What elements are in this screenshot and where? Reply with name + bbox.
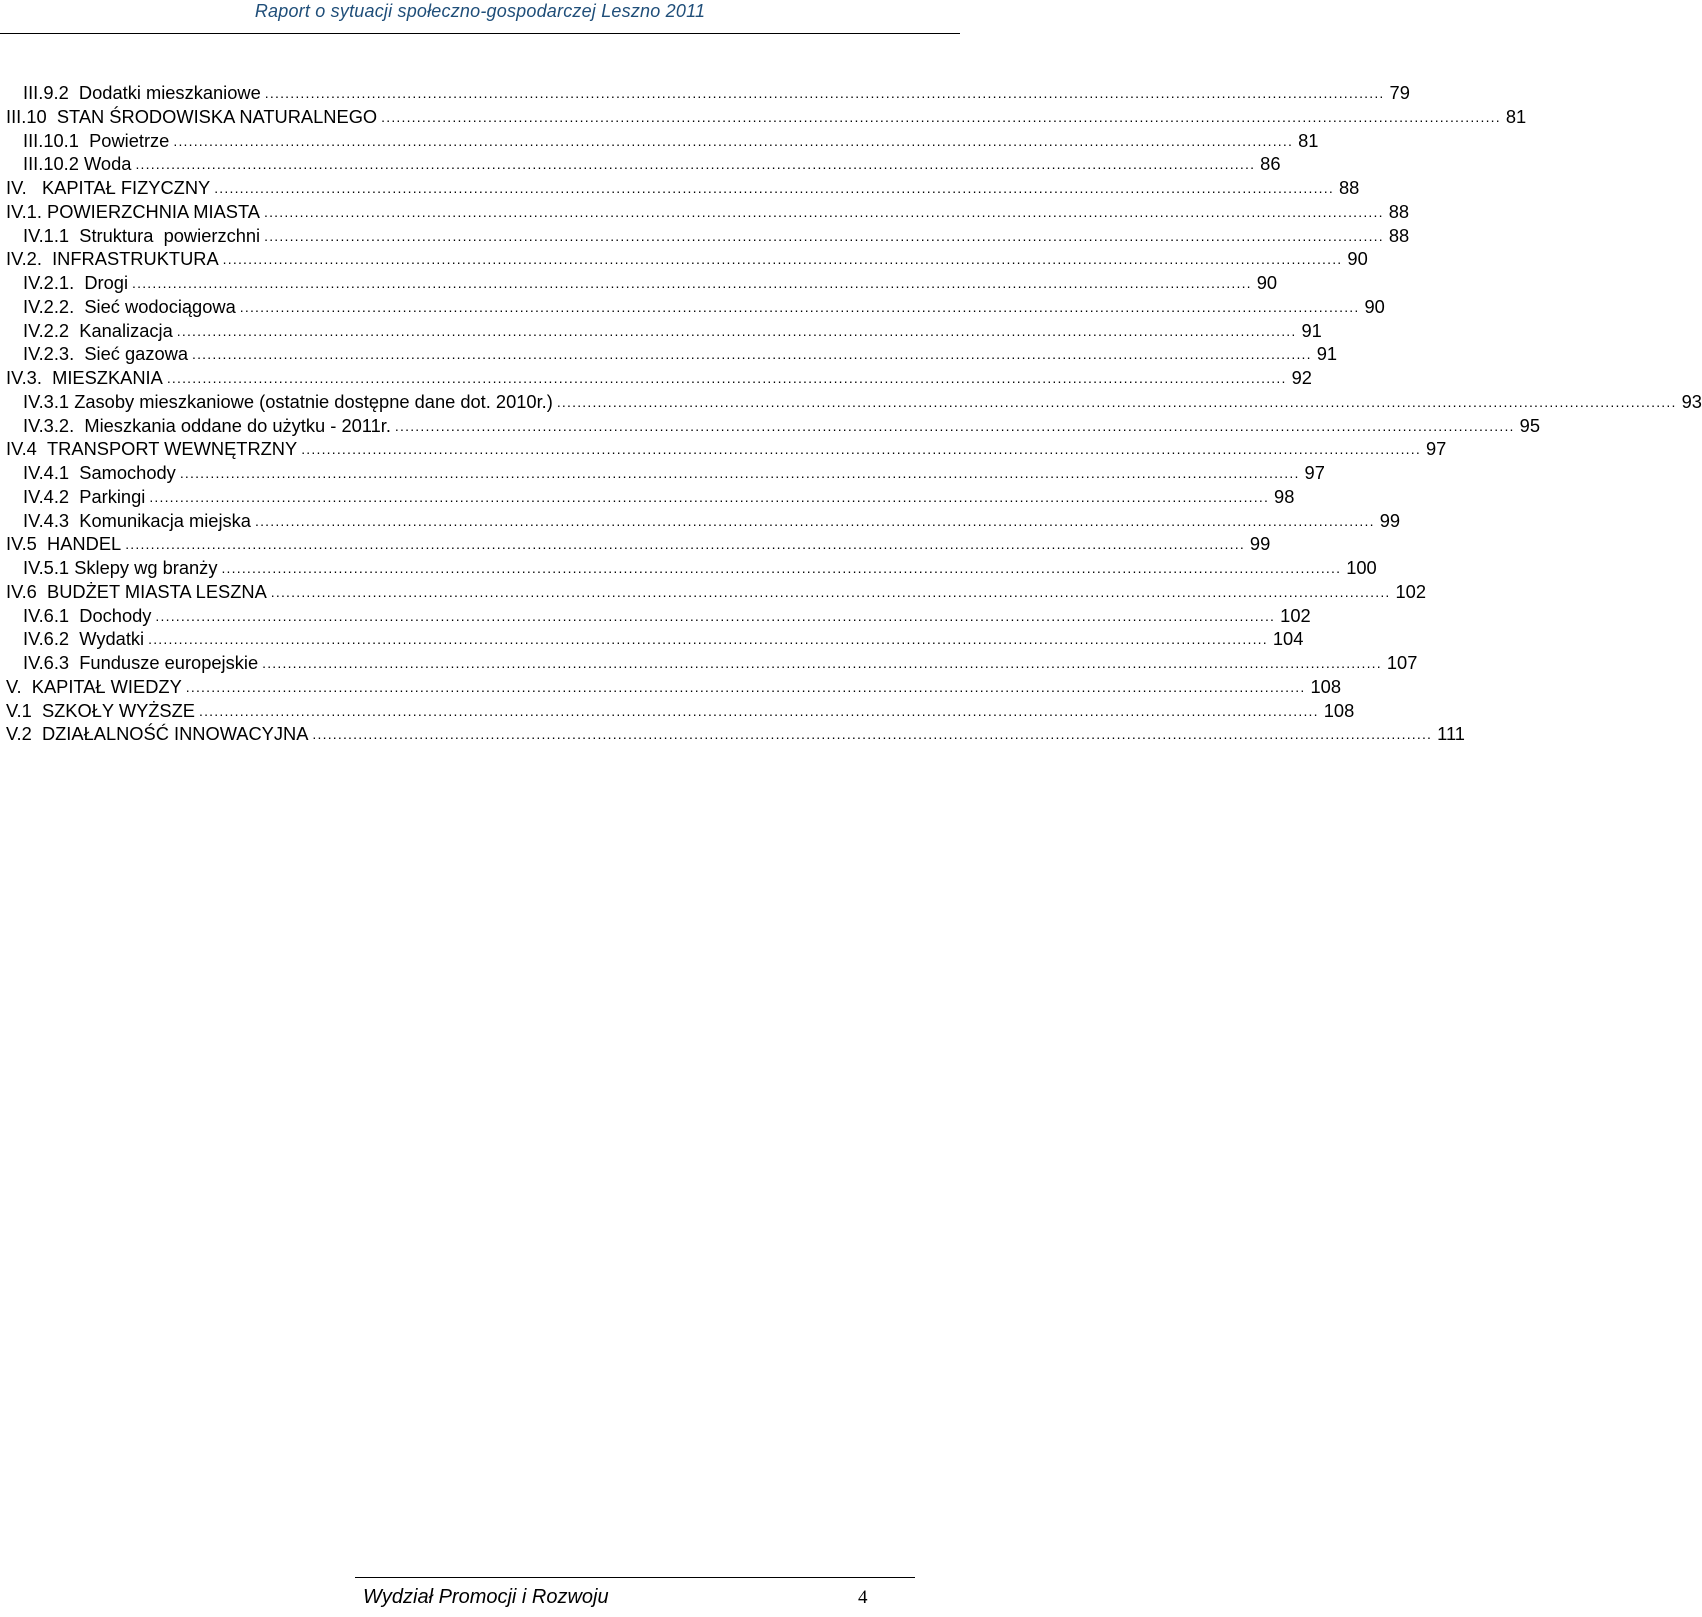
toc-entry-spacer [74,414,84,438]
toc-entry-number: IV.4 [6,438,37,460]
toc-entry[interactable] [6,414,1540,438]
toc-entry-page: 86 [1260,153,1281,175]
toc-entry-page: 90 [1364,295,1385,317]
toc-dot-leader: ............................................................................................................................................................................................................................ [149,488,1270,505]
toc-entry-number: IV.2. [6,248,42,270]
toc-entry-title: Powietrze [89,129,170,151]
toc-entry-page: 104 [1272,628,1304,650]
toc-entry-spacer [74,342,84,366]
toc-entry-spacer [22,675,32,699]
toc-entry-spacer [27,176,42,200]
toc-dot-leader: ............................................................................................................................................................................................................................ [381,108,1501,125]
toc-entry[interactable] [6,224,1410,248]
toc-dot-leader: ............................................................................................................................................................................................................................ [173,132,1294,149]
toc-entry-spacer [69,224,79,248]
toc-entry[interactable] [6,437,1447,461]
toc-entry-page: 99 [1379,509,1401,531]
toc-entry-title: Sieć wodociągowa [84,295,236,317]
toc-entry-number: IV.5 [6,533,37,555]
toc-entry-page: 97 [1425,438,1447,460]
toc-dot-leader: ............................................................................................................................................................................................................................ [132,275,1252,291]
toc-entry[interactable] [6,105,1527,129]
toc-entry-page: 79 [1389,82,1410,103]
toc-dot-leader: ............................................................................................................................................................................................................................ [221,560,1342,576]
toc-entry-title: Samochody [79,462,176,483]
toc-entry-page: 107 [1386,652,1418,673]
toc-dot-leader: ............................................................................................................................................................................................................................ [199,702,1319,719]
toc-entry-page: 97 [1304,462,1325,483]
toc-entry-number: IV.2.3. [23,343,75,365]
toc-dot-leader: ............................................................................................................................................................................................................................ [264,227,1384,244]
toc-entry-title: Kanalizacja [79,319,173,341]
toc-entry-number: III.9.2 [23,82,69,103]
toc-entry[interactable] [6,675,1342,699]
toc-dot-leader: ............................................................................................................................................................................................................................ [185,678,1306,695]
toc-entry-page: 108 [1310,675,1342,697]
toc-entry[interactable] [6,627,1304,651]
toc-entry[interactable] [6,722,1465,746]
toc-entry-title: Mieszkania oddane do użytku - 2011r. [84,414,391,436]
toc-entry-spacer [69,81,79,105]
toc-entry-spacer [32,722,42,746]
toc-entry-title: DZIAŁALNOŚĆ INNOWACYJNA [41,723,309,745]
toc-entry-title: Fundusze europejskie [79,652,259,673]
toc-entry-spacer [37,532,47,556]
toc-entry-title: KAPITAŁ WIEDZY [31,675,182,697]
toc-dot-leader: ............................................................................................................................................................................................................................ [135,156,1256,173]
toc-entry[interactable] [6,699,1355,723]
toc-entry-title: Parkingi [79,485,146,507]
toc-dot-leader: ............................................................................................................................................................................................................................ [179,465,1300,481]
toc-entry-number: IV.2.1. [23,272,75,293]
toc-entry-number: IV.3. [6,367,42,388]
toc-entry-spacer [74,295,84,319]
toc-entry-number: IV.6.2 [23,628,70,650]
toc-entry-title: Sieć gazowa [84,343,188,365]
toc-entry-page: 108 [1323,699,1355,721]
toc-entry-number: III.10.2 [23,153,79,175]
toc-entry-spacer [37,580,47,604]
footer-divider [355,1577,915,1578]
toc-entry-number: IV.4.1 [23,462,70,483]
toc-entry[interactable] [6,271,1278,295]
toc-entry-page: 92 [1291,367,1312,388]
toc-entry-spacer [32,699,42,723]
toc-entry[interactable] [6,295,1385,319]
toc-entry-title: Wydatki [79,628,145,650]
toc-entry-spacer [47,105,57,129]
toc-entry-spacer [37,437,47,461]
toc-entry[interactable] [6,390,1702,414]
toc-dot-leader: ............................................................................................................................................................................................................................ [176,322,1297,339]
toc-dot-leader: ............................................................................................................................................................................................................................ [301,441,1421,458]
toc-entry-title: Zasoby mieszkaniowe (ostatnie dostępne dane dot. 2010r.) [74,390,553,412]
toc-entry[interactable] [6,604,1311,628]
toc-dot-leader: ............................................................................................................................................................................................................................ [312,726,1433,743]
toc-entry[interactable] [6,461,1325,485]
toc-entry-page: 91 [1301,319,1322,341]
toc-dot-leader: ............................................................................................................................................................................................................................ [264,85,1385,101]
toc-entry-title: STAN ŚRODOWISKA NATURALNEGO [56,105,378,127]
toc-entry-title: Komunikacja miejska [79,509,251,531]
toc-entry-title: HANDEL [47,533,122,555]
toc-entry-number: III.10 [6,105,47,127]
toc-entry[interactable] [6,532,1271,556]
toc-entry[interactable] [6,152,1281,176]
toc-entry-spacer [69,651,79,675]
page-footer [355,1577,915,1617]
toc-entry-spacer [42,366,52,390]
toc-dot-leader: ............................................................................................................................................................................................................................ [394,417,1515,434]
toc-entry-page: 111 [1437,723,1465,745]
toc-entry[interactable] [6,651,1418,675]
toc-entry-title: SZKOŁY WYŻSZE [41,699,195,721]
toc-entry-page: 93 [1681,390,1702,412]
toc-entry-number: V. [6,675,22,697]
toc-entry-title: TRANSPORT WEWNĘTRZNY [47,438,298,460]
footer-department: Wydział Promocji i Rozwoju [363,1586,609,1608]
toc-entry-number: IV. [6,177,27,198]
toc-entry-title: MIESZKANIA [52,367,163,388]
toc-entry-title: Dodatki mieszkaniowe [78,82,261,103]
table-of-contents [6,81,1702,746]
toc-entry[interactable] [6,176,1360,200]
toc-entry[interactable] [6,247,1368,271]
toc-entry-page: 102 [1280,604,1311,626]
toc-dot-leader: ............................................................................................................................................................................................................................ [222,251,1343,268]
toc-entry-number: V.1 [6,699,32,721]
toc-entry[interactable] [6,556,1377,580]
toc-entry-title: POWIERZCHNIA MIASTA [47,200,260,222]
toc-entry[interactable] [6,580,1427,604]
toc-dot-leader: ............................................................................................................................................................................................................................ [148,631,1268,648]
toc-entry-page: 88 [1338,177,1360,198]
toc-entry-spacer [79,129,89,153]
toc-dot-leader: ............................................................................................................................................................................................................................ [155,607,1276,624]
toc-entry-page: 99 [1249,533,1271,555]
toc-entry-page: 91 [1316,343,1338,365]
toc-entry-number: III.10.1 [23,129,79,151]
toc-entry-page: 88 [1388,224,1410,246]
toc-entry-title: INFRASTRUKTURA [52,248,219,270]
toc-entry-number: IV.3.1 [23,390,70,412]
toc-entry-spacer [69,319,79,343]
toc-entry-title: Dochody [79,604,152,626]
toc-entry-page: 102 [1395,580,1427,602]
toc-dot-leader: ............................................................................................................................................................................................................................ [262,655,1382,671]
toc-dot-leader: ............................................................................................................................................................................................................................ [239,298,1360,315]
toc-entry[interactable] [6,342,1338,366]
toc-entry-title: Drogi [84,272,129,293]
toc-entry-number: IV.4.3 [23,509,70,531]
header-divider [0,33,960,34]
toc-entry-spacer [74,271,84,295]
toc-entry-page: 81 [1298,129,1319,151]
toc-entry-page: 88 [1388,200,1410,222]
toc-entry-spacer [69,485,79,509]
toc-entry-spacer [69,509,79,533]
toc-entry-number: IV.1. [6,200,42,222]
toc-entry[interactable] [6,129,1319,153]
toc-entry-spacer [69,604,79,628]
page-number: 4 [858,1587,868,1608]
toc-entry-page: 95 [1519,414,1540,436]
toc-dot-leader: ............................................................................................................................................................................................................................ [263,203,1384,220]
toc-entry-number: IV.2.2 [23,319,70,341]
toc-entry-number: IV.4.2 [23,485,70,507]
toc-entry-number: IV.3.2. [23,414,75,436]
toc-entry[interactable] [6,81,1410,105]
toc-entry[interactable] [6,509,1401,533]
toc-entry-page: 90 [1256,272,1278,293]
toc-entry-page: 90 [1347,248,1368,270]
toc-entry-number: IV.5.1 [23,557,70,578]
toc-entry[interactable] [6,200,1410,224]
toc-entry-title: Sklepy wg branży [74,557,218,578]
toc-entry-number: IV.6.3 [23,652,70,673]
toc-dot-leader: ............................................................................................................................................................................................................................ [556,393,1677,410]
toc-entry-title: Struktura powierzchni [79,224,261,246]
toc-entry-number: IV.6 [6,580,37,602]
report-title: Raport o sytuacji społeczno-gospodarczej Leszno 2011 [254,1,706,21]
toc-entry-page: 81 [1505,105,1527,127]
toc-entry-title: BUDŻET MIASTA LESZNA [47,580,267,602]
toc-entry-spacer [69,627,79,651]
toc-dot-leader: ............................................................................................................................................................................................................................ [214,180,1334,196]
toc-entry[interactable] [6,366,1312,390]
toc-dot-leader: ............................................................................................................................................................................................................................ [254,512,1375,529]
toc-dot-leader: ............................................................................................................................................................................................................................ [270,583,1391,600]
toc-dot-leader: ............................................................................................................................................................................................................................ [166,370,1287,386]
toc-dot-leader: ............................................................................................................................................................................................................................ [125,536,1245,553]
toc-entry[interactable] [6,319,1322,343]
toc-entry-title: Woda [84,153,132,175]
toc-entry-title: KAPITAŁ FIZYCZNY [41,177,211,198]
toc-entry-number: IV.6.1 [23,604,70,626]
toc-entry-spacer [69,461,79,485]
page-header [0,0,960,40]
toc-entry-page: 100 [1346,557,1377,578]
toc-entry[interactable] [6,485,1295,509]
toc-entry-page: 98 [1274,485,1295,507]
toc-dot-leader: ............................................................................................................................................................................................................................ [192,346,1312,363]
toc-entry-spacer [42,247,52,271]
toc-entry-number: IV.2.2. [23,295,75,317]
toc-entry-number: V.2 [6,723,32,745]
toc-entry-number: IV.1.1 [23,224,70,246]
